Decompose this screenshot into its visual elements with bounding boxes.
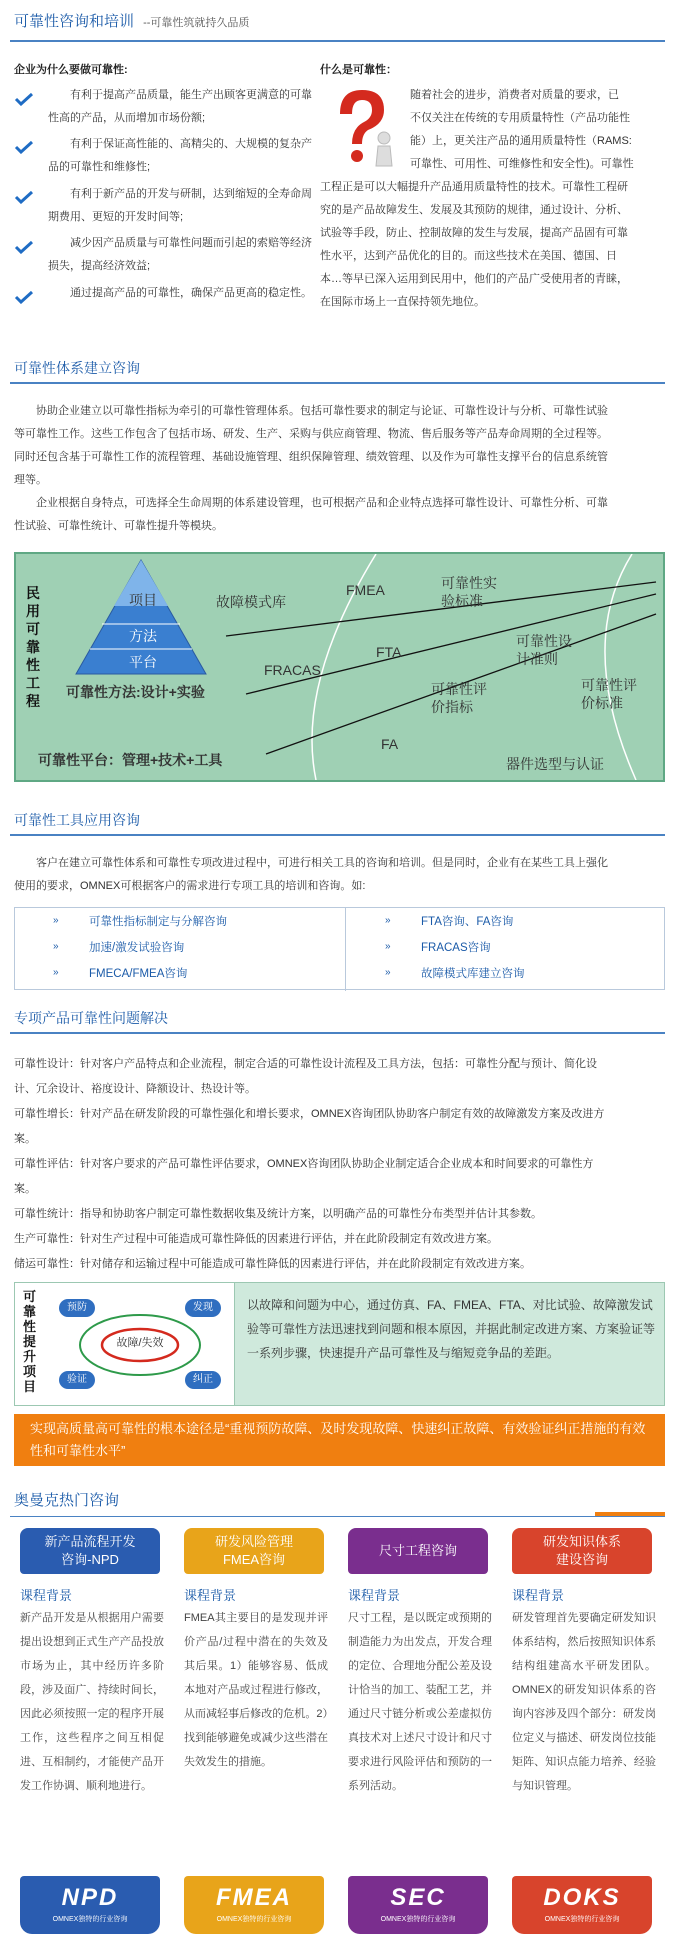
check-icon	[14, 290, 34, 304]
hot-accent	[595, 1512, 665, 1516]
check-icon	[14, 240, 34, 254]
diagram-side-label: 民用可靠性工程	[26, 585, 40, 709]
card-body: 新产品开发是从根据用户需要提出设想到正式生产产品投放市场为止，其中经历许多阶段，涉及面广、持续时间长，因此必须按照一定的程序开展工作，这些程序之间互相促进、互相制约，才能使产品开发工作协调、顺利地进行。	[20, 1612, 164, 1792]
hot-card-sec[interactable]	[342, 1528, 494, 1938]
question-figure-icon	[320, 84, 400, 172]
cycle-node: 发现	[185, 1299, 221, 1317]
principle-banner: 实现高质量高可靠性的根本途径是“重视预防故障、及时发现故障、快速纠正故障、有效验证纠正措施的有效性和可靠性水平”	[14, 1414, 665, 1466]
tools-divider	[345, 908, 346, 991]
pyramid-top: 项目	[129, 592, 157, 608]
why-item: 有利于新产品的开发与研制，达到缩短的全寿命周期费用、更短的开发时间等;	[48, 188, 312, 223]
bullet-icon: »	[385, 967, 391, 978]
tool-link[interactable]: FRACAS咨询	[421, 942, 491, 954]
hot-card-npd[interactable]	[14, 1528, 166, 1938]
card-body: 研发管理首先要确定研发知识体系结构，然后按照知识体系结构组建高水平研发团队。OMNEX的研发知识体系的咨询内容涉及四个部分：研发岗位定义与描述、研发岗位技能矩阵、知识点能力培养、经验与知识管理。	[512, 1612, 656, 1792]
card-subheading: 课程背景	[348, 1588, 401, 1603]
diag-label: 可靠性评 价标准	[581, 677, 637, 711]
bullet-icon: »	[385, 941, 391, 952]
diag-label: 可靠性设 计准则	[516, 633, 572, 667]
improvement-text: 以故障和问题为中心，通过仿真、FA、FMEA、FTA、对比试验、故障激发试验等可靠性方法迅速找到问题和根本原因，并据此制定改进方案、方案验证等一系列步骤，快速提升产品可靠性及与缩短竞争品的差距。	[247, 1298, 656, 1360]
card-header[interactable]: 尺寸工程咨询	[348, 1528, 488, 1574]
card-badge[interactable]: FMEA OMNEX独特的行业咨询	[184, 1876, 324, 1934]
page-header	[14, 8, 249, 36]
section-title-system: 可靠性体系建立咨询	[14, 360, 140, 376]
diag-label: FMEA	[346, 582, 385, 598]
section-title-tools: 可靠性工具应用咨询	[14, 812, 140, 828]
card-badge[interactable]: SEC OMNEX独特的行业咨询	[348, 1876, 488, 1934]
special-text: 可靠性设计：针对客户产品特点和企业流程，制定合适的可靠性设计流程及工具方法，包括：可靠性分配与预计、简化设 计、冗余设计、裕度设计、降额设计、热设计等。 可靠性增长：针对产品在研发阶段的可靠性强化和增长要求，OMNEX咨询团队协助客户制定有效的故障激发方案及改进方 案。 可靠性评估：针对客户要求的产品可靠性评估要求，OMNEX咨询团队协助企业制定适合企业成本和时间要求的可靠性方 案。 可靠性统计：指导和协助客户制定可靠性数据收集及统计方案，以明确产品的可靠性分布类型并估计其参数。 生产可靠性：针对生产过程中可能造成可靠性降低的因素进行评估，并在此阶段制定有效改进方案。 储运可靠性：针对储存和运输过程中可能造成可靠性降低的因素进行评估，并在此阶段制定有效改进方案。	[14, 1058, 605, 1270]
bullet-icon: »	[53, 967, 59, 978]
tool-link[interactable]: FMECA/FMEA咨询	[89, 968, 188, 980]
cycle-node: 验证	[59, 1371, 95, 1389]
improvement-diagram	[14, 1282, 665, 1406]
section-title-special: 专项产品可靠性问题解决	[14, 1010, 168, 1026]
tool-link[interactable]: 故障模式库建立咨询	[421, 968, 525, 980]
cycle-center: 故障/失效	[116, 1337, 164, 1349]
card-subheading: 课程背景	[20, 1588, 73, 1603]
why-item: 通过提高产品的可靠性，确保产品更高的稳定性。	[70, 287, 312, 299]
bullet-icon: »	[385, 915, 391, 926]
diag-label: 器件选型与认证	[506, 756, 604, 772]
diag-label: FA	[381, 736, 399, 752]
why-item: 减少因产品质量与可靠性问题而引起的索赔等经济损失，提高经济效益;	[48, 237, 312, 272]
what-text-top: 随着社会的进步，消费者对质量的要求，已 不仅关注在传统的专用质量特性（产品功能性 能）上，更关注产品的通用质量特性（RAMS: 可靠性、可用性、可维修性和安全性)。可靠性	[410, 89, 634, 170]
section-divider	[10, 1032, 665, 1034]
card-subheading: 课程背景	[184, 1588, 237, 1603]
card-body: 尺寸工程，是以既定或预期的制造能力为出发点，开发合理的定位、合理地分配公差及设计恰当的加工、装配工艺，并通过尺寸链分析或公差虚拟仿真技术对上述尺寸设计和尺寸要求进行风险评估和预防的一系列活动。	[348, 1612, 492, 1792]
page-title: 可靠性咨询和培训	[14, 13, 135, 30]
diag-label: 可靠性实 验标准	[441, 575, 497, 609]
card-body: FMEA其主要目的是发现并评价产品/过程中潜在的失效及其后果。1）能够容易、低成本地对产品或过程进行修改，从而减轻事后修改的危机。2）找到能够避免或减少这些潜在失效发生的措施。	[184, 1612, 328, 1768]
check-icon	[14, 92, 34, 106]
page-subtitle: --可靠性筑就持久品质	[143, 17, 250, 29]
hot-title: 奥曼克热门咨询	[14, 1492, 120, 1509]
cycle-node: 预防	[59, 1299, 95, 1317]
pyramid-mid: 方法	[129, 628, 157, 644]
hot-card-doks[interactable]	[506, 1528, 658, 1938]
diag-label: FRACAS	[264, 662, 321, 678]
platform-label: 可靠性平台：管理+技术+工具	[38, 752, 223, 768]
section-divider	[10, 382, 665, 384]
header-divider	[10, 40, 665, 42]
method-label: 可靠性方法:设计+实验	[66, 684, 205, 700]
card-badge[interactable]: DOKS OMNEX独特的行业咨询	[512, 1876, 652, 1934]
diag-label: FTA	[376, 644, 402, 660]
bullet-icon: »	[53, 941, 59, 952]
card-header[interactable]: 研发知识体系 建设咨询	[512, 1528, 652, 1574]
tool-link[interactable]: 可靠性指标制定与分解咨询	[89, 916, 227, 928]
what-heading: 什么是可靠性：	[320, 64, 397, 76]
why-item: 有利于保证高性能的、高精尖的、大规模的复杂产品的可靠性和维修性;	[48, 138, 312, 173]
section-divider	[10, 834, 665, 836]
card-header[interactable]: 新产品流程开发 咨询-NPD	[20, 1528, 160, 1574]
why-heading: 企业为什么要做可靠性:	[14, 64, 128, 76]
why-item: 有利于提高产品质量，能生产出顾客更满意的可靠性高的产品，从而增加市场份额;	[48, 89, 312, 124]
diag-label: 可靠性评 价指标	[431, 681, 487, 715]
check-icon	[14, 140, 34, 154]
card-badge[interactable]: NPD OMNEX独特的行业咨询	[20, 1876, 160, 1934]
what-text-bottom: 工程正是可以大幅提升产品通用质量特性的技术。可靠性工程研 究的是产品故障发生、发展及其预防的规律，通过设计、分析、 试验等手段，防止、控制故障的发生与发展，提高产品固有可靠 性水平，达到产品优化的目的。而这些技术在美国、德国、日 本…等早已深入运用到民用中，他们的产品广受使用者的青睐， 在国际市场上一直保持领先地位。	[320, 181, 628, 308]
diag-label: 故障模式库	[216, 594, 286, 610]
system-text: 协助企业建立以可靠性指标为牵引的可靠性管理体系。包括可靠性要求的制定与论证、可靠性设计与分析、可靠性试验 等可靠性工作。这些工作包含了包括市场、研发、生产、采购与供应商管理、物流、售后服务等产品寿命周期的全过程等。 同时还包含基于可靠性工作的流程管理、基础设施管理、组织保障管理、绩效管理、以及作为可靠性支撑平台的信息系统管 理等。 企业根据自身特点，可选择全生命周期的体系建设管理，也可根据产品和企业特点选择可靠性设计、可靠性分析、可靠 性试验、可靠性统计、可靠性提升等模块。	[14, 405, 608, 532]
reliability-engineering-diagram	[14, 552, 665, 782]
hot-divider	[10, 1516, 665, 1517]
tool-link[interactable]: 加速/激发试验咨询	[89, 942, 185, 954]
project-side-label: 可靠性提升项目	[23, 1289, 37, 1394]
tools-table	[14, 907, 665, 990]
tool-link[interactable]: FTA咨询、FA咨询	[421, 916, 514, 928]
hot-card-fmea[interactable]	[178, 1528, 330, 1938]
card-header[interactable]: 研发风险管理 FMEA咨询	[184, 1528, 324, 1574]
card-subheading: 课程背景	[512, 1588, 565, 1603]
tools-text: 客户在建立可靠性体系和可靠性专项改进过程中，可进行相关工具的咨询和培训。但是同时，企业有在某些工具上强化 使用的要求，OMNEX可根据客户的需求进行专项工具的培训和咨询。如:	[14, 857, 608, 892]
check-icon	[14, 190, 34, 204]
bullet-icon: »	[53, 915, 59, 926]
cycle-node: 纠正	[185, 1371, 221, 1389]
pyramid-base: 平台	[129, 654, 157, 670]
